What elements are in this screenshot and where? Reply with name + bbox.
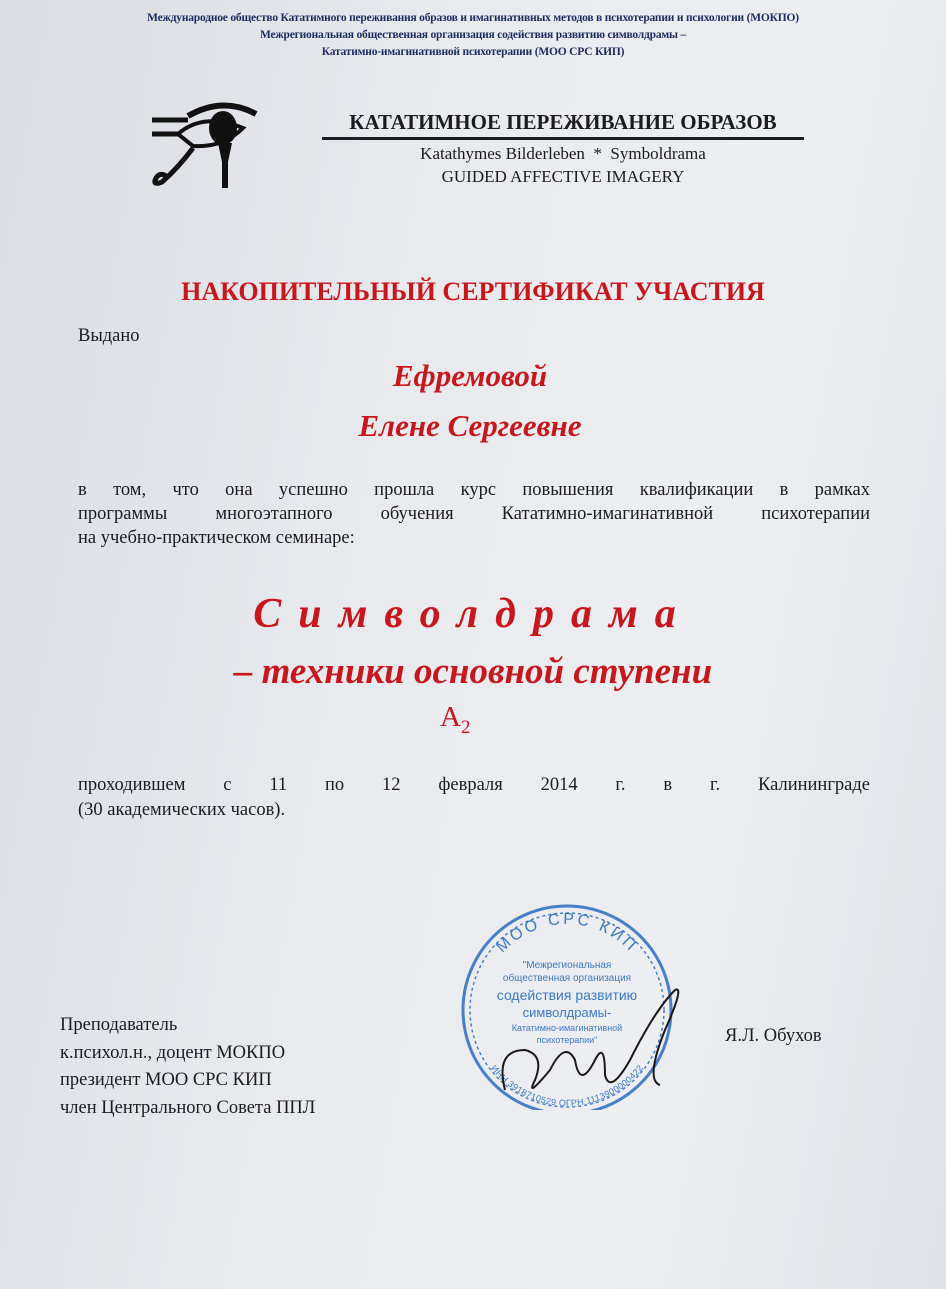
stamp-line-4: символдрамы- — [522, 1005, 612, 1020]
issued-label: Выдано — [78, 326, 140, 346]
signer-role-1: Преподаватель — [60, 1015, 178, 1035]
brand-subtitle-2: GUIDED AFFECTIVE IMAGERY — [441, 167, 685, 186]
stamp-line-3: содействия развитию — [496, 987, 638, 1003]
level-letter: A — [440, 701, 461, 733]
details-line-1: проходившем с 11 по 12 февраля 2014 г. в г. Калининграде — [78, 775, 870, 795]
organization-stamp — [455, 900, 695, 1110]
header-line-2: Межрегиональная общественная организация содействия развитию символдрамы – — [259, 29, 687, 41]
brand-subtitle: Katathymes Bilderleben * Symboldrama — [420, 144, 706, 163]
course-level — [440, 700, 471, 738]
signer-role-4: член Центрального Совета ППЛ — [60, 1098, 316, 1118]
details-line-2: (30 академических часов). — [78, 800, 286, 820]
stamp-line-5: Кататимно-имагинативной — [511, 1023, 623, 1033]
stamp-line-6: психотерапии" — [536, 1035, 598, 1045]
recipient-surname: Ефремовой — [392, 358, 548, 393]
header-line-3: Кататимно-имагинативной психотерапии (МОО СРС КИП) — [321, 46, 625, 58]
signer-role-3: президент МОО СРС КИП — [60, 1070, 272, 1090]
signer-role-2: к.психол.н., доцент МОКПО — [60, 1043, 286, 1063]
signer-name: Я.Л. Обухов — [725, 1026, 822, 1046]
stamp-line-2: общественная организация — [502, 973, 632, 984]
svg-text:МОО СРС КИП — [493, 911, 641, 956]
certificate-title: НАКОПИТЕЛЬНЫЙ СЕРТИФИКАТ УЧАСТИЯ — [181, 277, 765, 306]
stamp-outer-text: МОО СРС КИП — [493, 910, 641, 956]
course-subtitle: – техники основной ступени — [233, 651, 713, 692]
stamp-line-1: "Межрегиональная — [522, 960, 612, 971]
body-line-3: на учебно-практическом семинаре: — [78, 528, 355, 548]
body-line-2: программы многоэтапного обучения Кататимно-имагинативной психотерапии — [78, 504, 870, 524]
eye-of-horus-icon — [148, 98, 268, 194]
stamp-inn: ИНН 3918710529 ОГРН 1113900000422 — [488, 1063, 646, 1109]
brand-underline — [322, 137, 804, 140]
header-line-1: Международное общество Кататимного переживания образов и имагинативных методов в психотерапии и психологии (МОКПО) — [147, 12, 799, 24]
svg-text:ИНН 3918710529 ОГРН 1113900000 — [489, 1063, 645, 1108]
recipient-given-names: Елене Сергеевне — [358, 408, 582, 443]
brand-title: КАТАТИМНОЕ ПЕРЕЖИВАНИЕ ОБРАЗОВ — [349, 110, 777, 134]
body-line-1: в том, что она успешно прошла курс повышения квалификации в рамках — [78, 480, 870, 500]
level-subscript: 2 — [460, 716, 471, 738]
course-title: Символдрама — [253, 591, 693, 637]
